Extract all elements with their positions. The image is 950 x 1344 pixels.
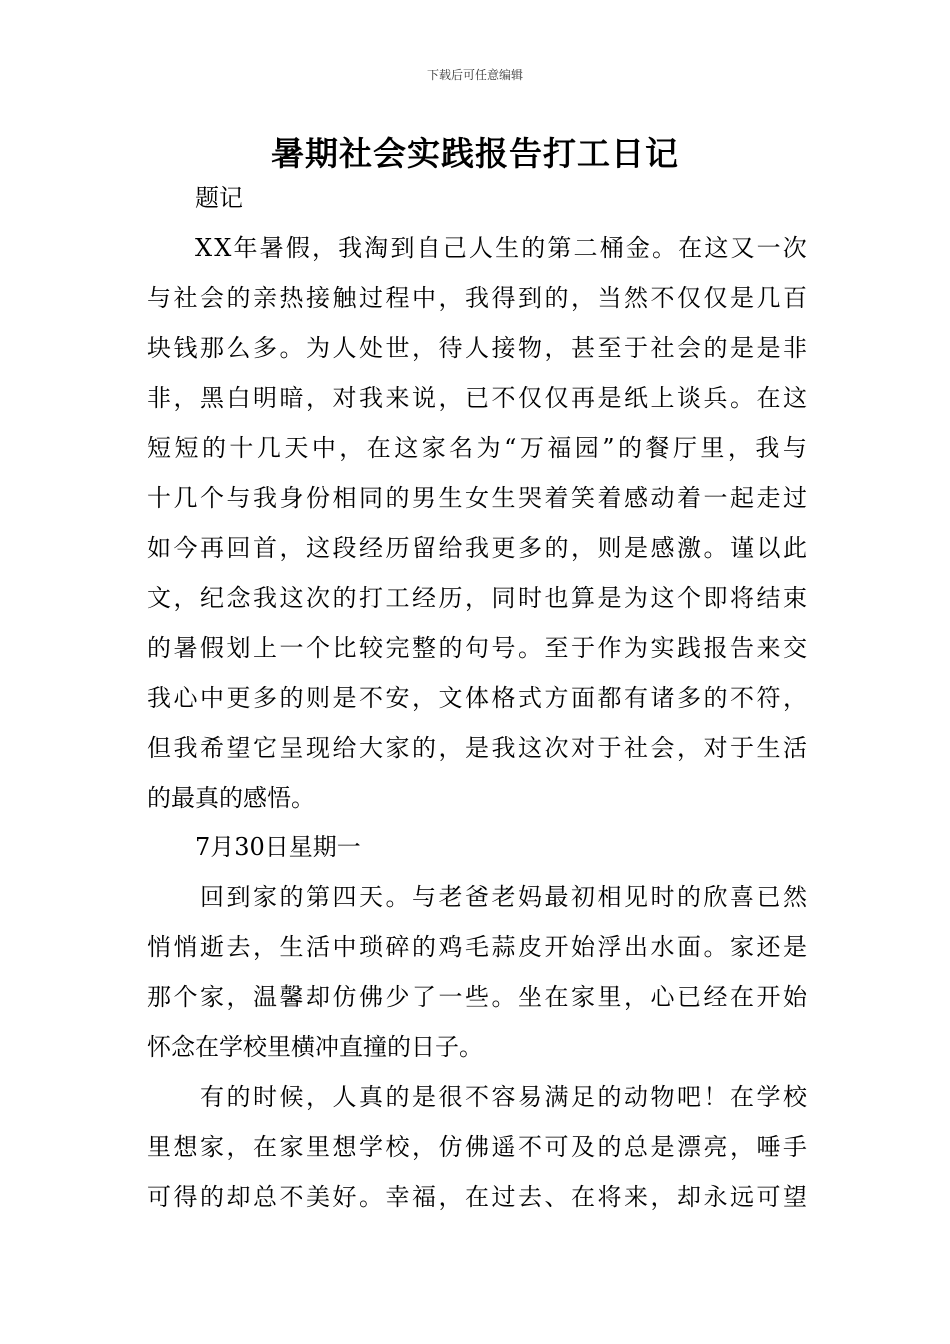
paragraph-line: 我 心 中 更 多 的 则 是 不 安 ， 文 体 格 式 方 面 都 有 诸 多 的 不 符 ， [147, 684, 807, 712]
paragraph-line: 那 个 家 ， 温 馨 却 仿 佛 少 了 一 些 。 坐 在 家 里 ， 心 已 经 在 开 始 [147, 983, 807, 1011]
paragraph-line: 的最真的感悟。 [147, 784, 315, 812]
paragraph-line: 悄 悄 逝 去 ， 生 活 中 琐 碎 的 鸡 毛 蒜 皮 开 始 浮 出 水 面 。 家 还 是 [147, 933, 807, 961]
paragraph-line: 有 的 时 候 ， 人 真 的 是 很 不 容 易 满 足 的 动 物 吧 ！ 在 学 校 [200, 1083, 807, 1111]
date-heading: 7月30日星期一 [195, 833, 361, 861]
paragraph-line: 回 到 家 的 第 四 天 。 与 老 爸 老 妈 最 初 相 见 时 的 欣 喜 已 然 [200, 883, 807, 911]
paragraph-line: 十 几 个 与 我 身 份 相 同 的 男 生 女 生 哭 着 笑 着 感 动 着 一 起 走 过 [147, 484, 807, 512]
section-heading-epigraph: 题记 [195, 184, 243, 212]
paragraph-line: 的 暑 假 划 上 一 个 比 较 完 整 的 句 号 。 至 于 作 为 实 践 报 告 来 交 [147, 634, 807, 662]
paragraph-line: 非 ， 黑 白 明 暗 ， 对 我 来 说 ， 已 不 仅 仅 再 是 纸 上 谈 兵 。 在 这 [147, 384, 807, 412]
paragraph-line: 但 我 希 望 它 呈 现 给 大 家 的 ， 是 我 这 次 对 于 社 会 ， 对 于 生 活 [147, 734, 807, 762]
paragraph-line: 怀念在学校里横冲直撞的日子。 [147, 1033, 483, 1061]
paragraph-line: 文 ， 纪 念 我 这 次 的 打 工 经 历 ， 同 时 也 算 是 为 这 个 即 将 结 束 [147, 584, 807, 612]
paragraph-line: 短 短 的 十 几 天 中 ， 在 这 家 名 为 “ 万 福 园 ” 的 餐 厅 里 ， 我 与 [147, 434, 807, 462]
paragraph-line: 与 社 会 的 亲 热 接 触 过 程 中 ， 我 得 到 的 ， 当 然 不 仅 仅 是 几 百 [147, 284, 807, 312]
paragraph-line: 可 得 的 却 总 不 美 好 。 幸 福 ， 在 过 去 、 在 将 来 ， 却 永 远 可 望 [147, 1183, 807, 1211]
document-title: 暑期社会实践报告打工日记 [271, 134, 679, 173]
paragraph-line: 如 今 再 回 首 ， 这 段 经 历 留 给 我 更 多 的 ， 则 是 感 激 。 谨 以 此 [147, 534, 807, 562]
paragraph-line: 块 钱 那 么 多 。 为 人 处 世 ， 待 人 接 物 ， 甚 至 于 社 会 的 是 是 非 [147, 334, 807, 362]
paragraph-line: 里 想 家 ， 在 家 里 想 学 校 ， 仿 佛 遥 不 可 及 的 总 是 漂 亮 ， 唾 手 [147, 1133, 807, 1161]
paragraph-line: X X 年 暑 假 ， 我 淘 到 自 己 人 生 的 第 二 桶 金 。 在 这 又 一 次 [195, 234, 807, 262]
header-note: 下载后可任意编辑 [426, 68, 523, 82]
